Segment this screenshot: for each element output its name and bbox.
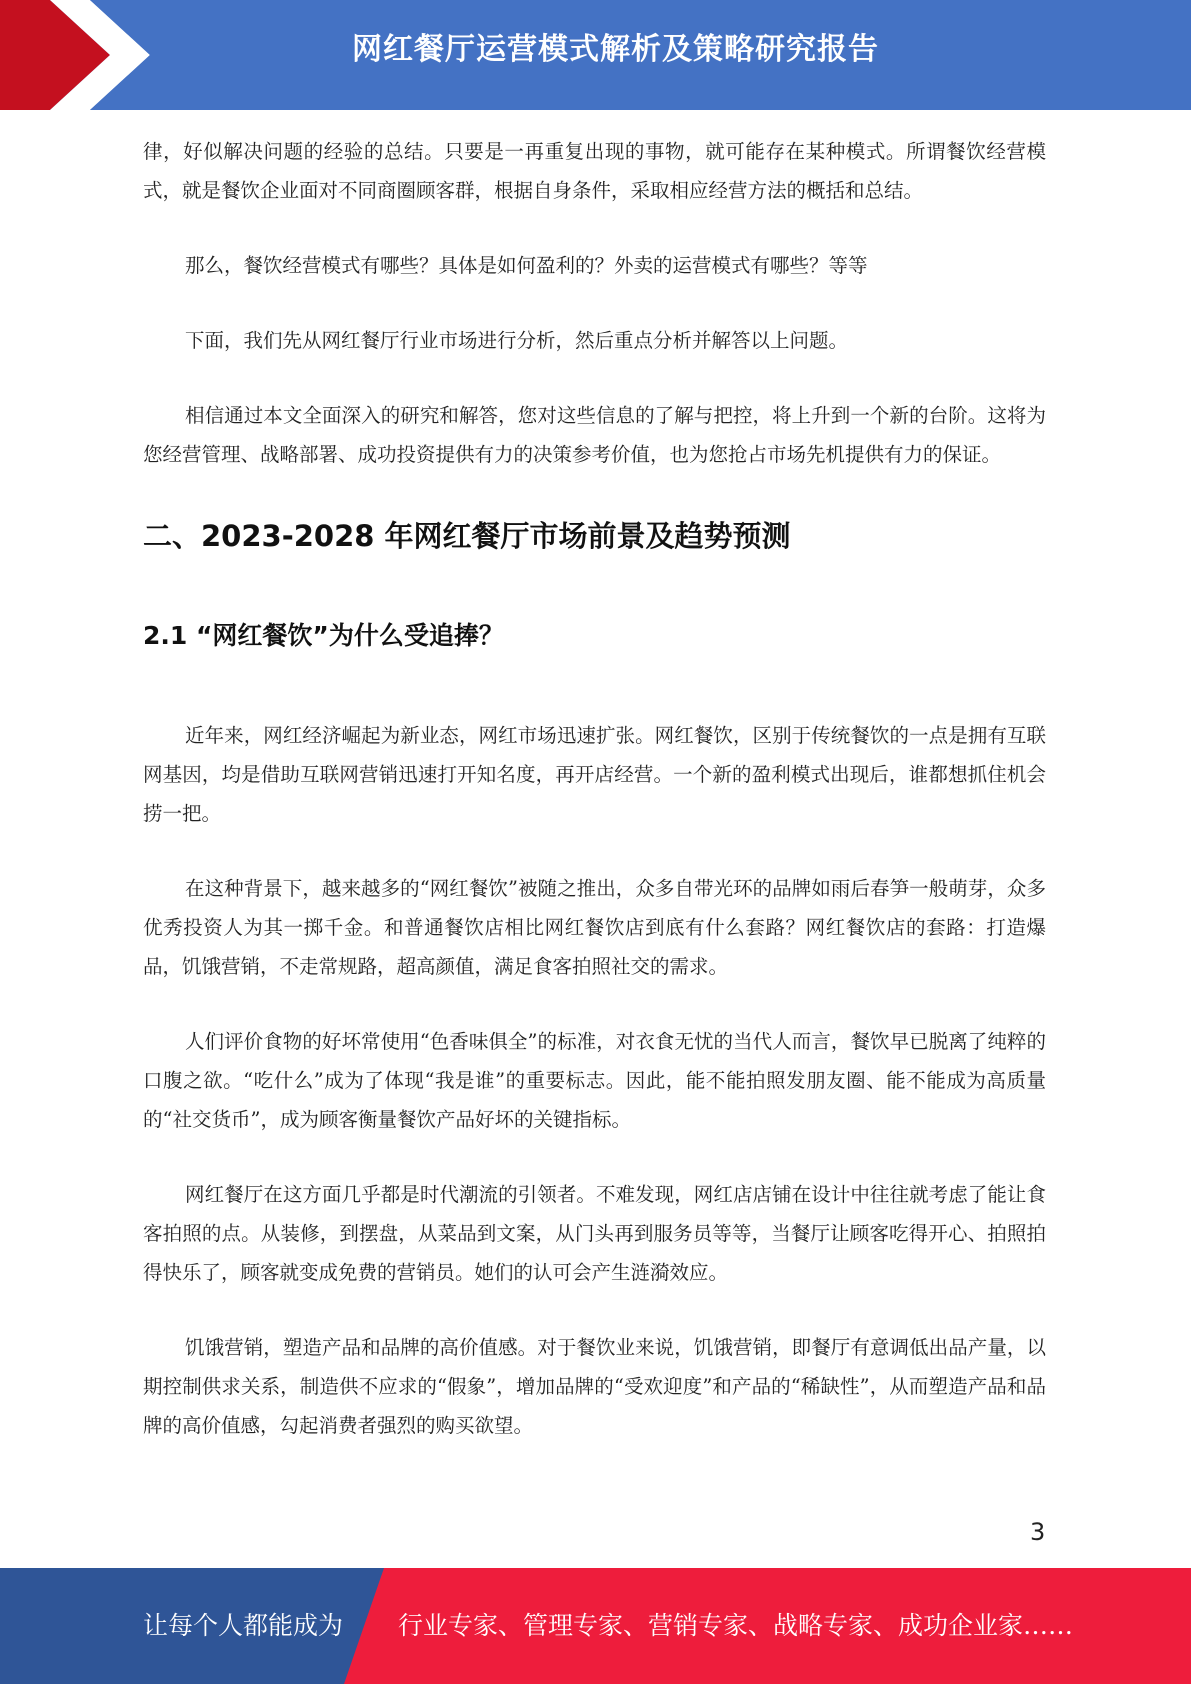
document-body — [143, 132, 1046, 1445]
paragraph: 律，好似解决问题的经验的总结。只要是一再重复出现的事物，就可能存在某种模式。所谓餐饮经营模式，就是餐饮企业面对不同商圈顾客群，根据自身条件，采取相应经营方法的概括和总结。 — [143, 140, 1046, 202]
paragraph: 那么，餐饮经营模式有哪些？具体是如何盈利的？外卖的运营模式有哪些？等等 — [185, 254, 868, 277]
paragraph: 人们评价食物的好坏常使用“色香味俱全”的标准，对衣食无忧的当代人而言，餐饮早已脱离了纯粹的口腹之欲。“吃什么”成为了体现“我是谁”的重要标志。因此，能不能拍照发朋友圈、能不能成为高质量的“社交货币”，成为顾客衡量餐饮产品好坏的关键指标。 — [143, 1030, 1046, 1131]
report-title: 网红餐厅运营模式解析及策略研究报告 — [352, 32, 879, 67]
paragraph: 相信通过本文全面深入的研究和解答，您对这些信息的了解与把控，将上升到一个新的台阶。这将为您经营管理、战略部署、成功投资提供有力的决策参考价值，也为您抢占市场先机提供有力的保证。 — [143, 404, 1046, 466]
paragraph: 在这种背景下，越来越多的“网红餐饮”被随之推出，众多自带光环的品牌如雨后春笋一般萌芽，众多优秀投资人为其一掷千金。和普通餐饮店相比网红餐饮店到底有什么套路？网红餐饮店的套路：打造爆品，饥饿营销，不走常规路，超高颜值，满足食客拍照社交的需求。 — [143, 877, 1046, 978]
footer-slogan-left: 让每个人都能成为 — [143, 1611, 344, 1640]
paragraph: 近年来，网红经济崛起为新业态，网红市场迅速扩张。网红餐饮，区别于传统餐饮的一点是拥有互联网基因，均是借助互联网营销迅速打开知名度，再开店经营。一个新的盈利模式出现后，谁都想抓住机会捞一把。 — [143, 724, 1046, 825]
footer-slogan-right: 行业专家、管理专家、营销专家、战略专家、成功企业家…… — [398, 1611, 1074, 1640]
paragraph: 网红餐厅在这方面几乎都是时代潮流的引领者。不难发现，网红店店铺在设计中往往就考虑了能让食客拍照的点。从装修，到摆盘，从菜品到文案，从门头再到服务员等等，当餐厅让顾客吃得开心、拍照拍得快乐了，顾客就变成免费的营销员。她们的认可会产生涟漪效应。 — [143, 1183, 1046, 1284]
section-heading: 二、2023-2028 年网红餐厅市场前景及趋势预测 — [143, 519, 791, 553]
paragraph: 下面，我们先从网红餐厅行业市场进行分析，然后重点分析并解答以上问题。 — [185, 329, 849, 352]
subsection-heading: 2.1 “网红餐饮”为什么受追捧？ — [143, 621, 504, 650]
paragraph: 饥饿营销，塑造产品和品牌的高价值感。对于餐饮业来说，饥饿营销，即餐厅有意调低出品产量，以期控制供求关系，制造供不应求的“假象”，增加品牌的“受欢迎度”和产品的“稀缺性”，从而塑造产品和品牌的高价值感，勾起消费者强烈的购买欲望。 — [143, 1336, 1046, 1437]
page-header — [0, 0, 1191, 110]
page-number: 3 — [1030, 1518, 1046, 1546]
page-footer — [0, 1568, 1191, 1684]
